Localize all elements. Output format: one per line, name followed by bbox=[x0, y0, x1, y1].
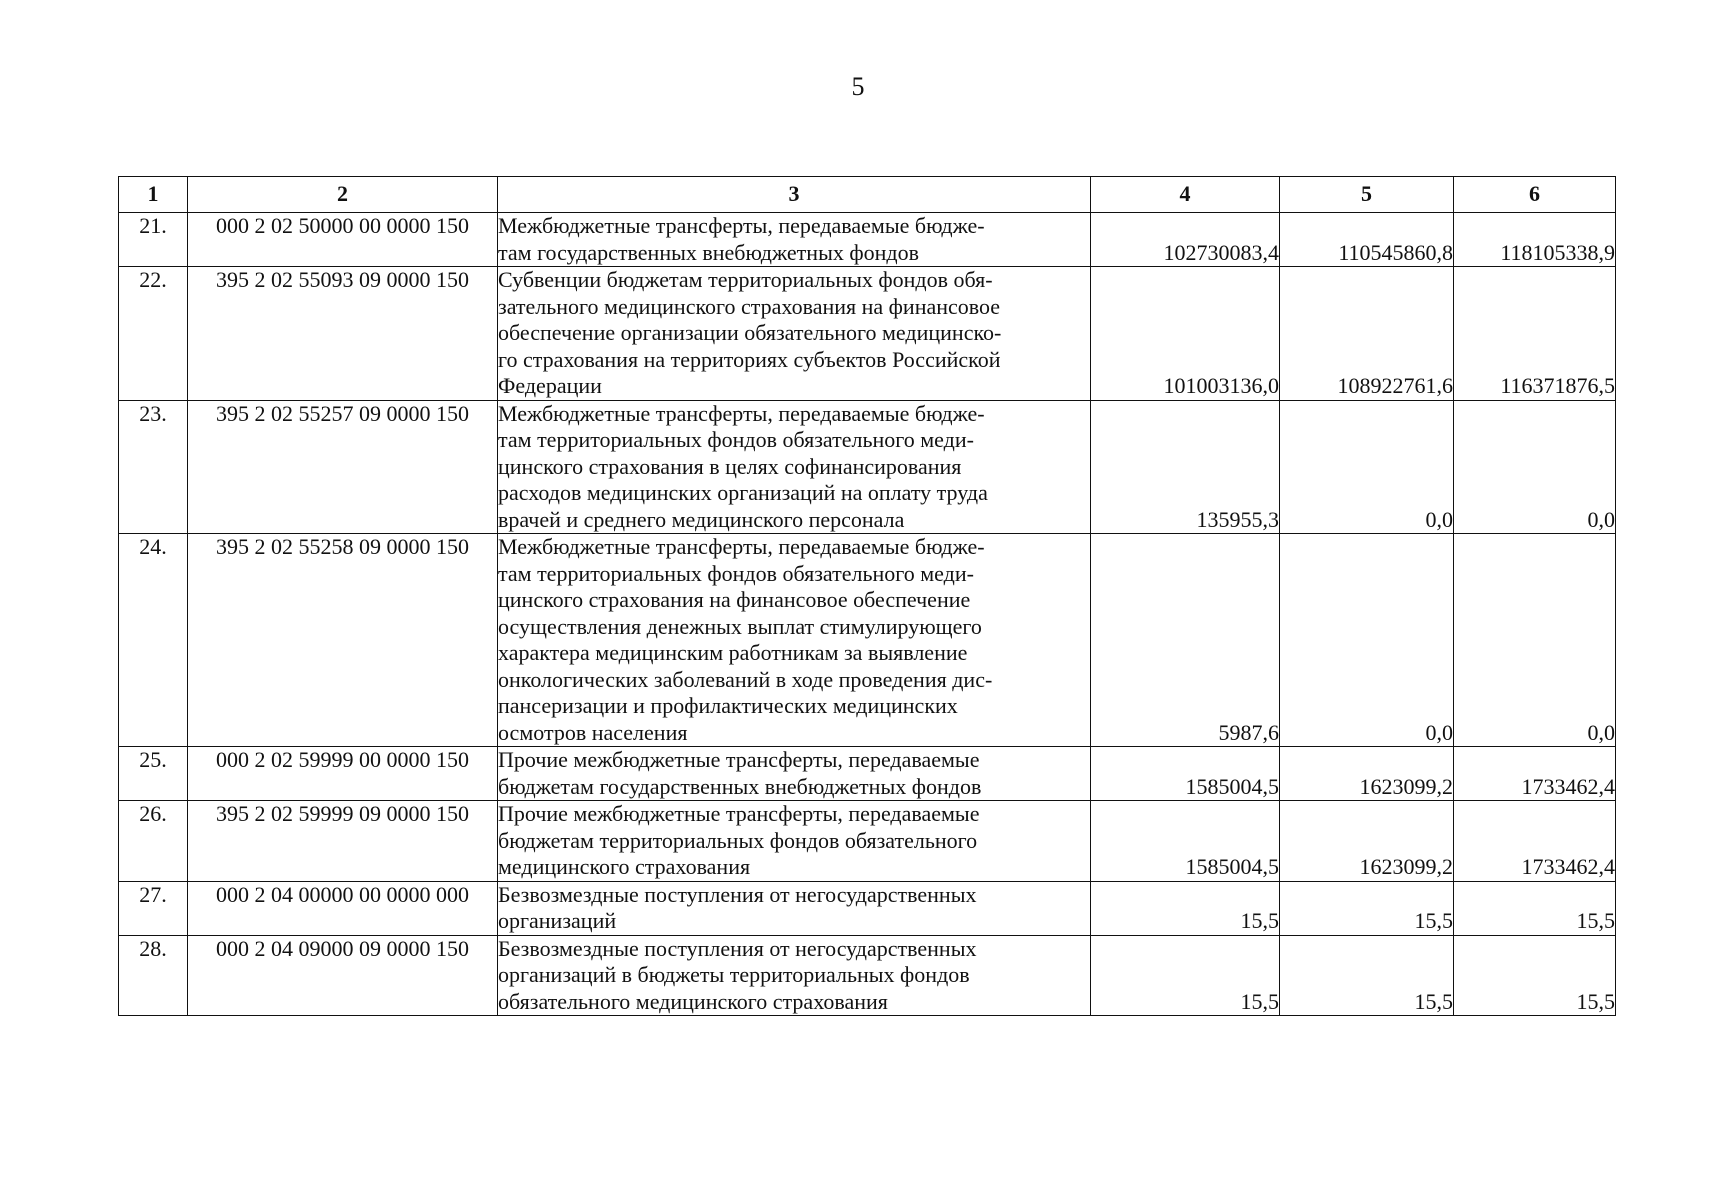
row-number: 24. bbox=[119, 534, 188, 747]
column-header-2: 2 bbox=[188, 177, 498, 213]
value-col-6: 1733462,4 bbox=[1454, 801, 1616, 882]
revenue-name: Межбюджетные трансферты, передаваемые бюдже- там территориальных фондов обязательного меди- цинского страхования в целях софинансирования расходов медицинских организаций на оплату труда врачей и среднего медицинского персонала bbox=[498, 400, 1091, 534]
table-row bbox=[119, 801, 1616, 882]
value-col-6: 1733462,4 bbox=[1454, 747, 1616, 801]
column-header-1: 1 bbox=[119, 177, 188, 213]
value-col-4: 102730083,4 bbox=[1091, 213, 1280, 267]
page-number: 5 bbox=[851, 72, 865, 101]
revenue-name: Субвенции бюджетам территориальных фондов обя- зательного медицинского страхования на финансовое обеспечение организации обязательного медицинско- го страхования на территориях субъектов Российской Федерации bbox=[498, 267, 1091, 401]
table-row bbox=[119, 213, 1616, 267]
revenue-name: Межбюджетные трансферты, передаваемые бюдже- там территориальных фондов обязательного меди- цинского страхования на финансовое обеспечение осуществления денежных выплат стимулирующего характера медицинским работникам за выявление онкологических заболеваний в ходе проведения дис- пансеризации и профилактических медицинских осмотров населения bbox=[498, 534, 1091, 747]
revenue-name: Прочие межбюджетные трансферты, передаваемые бюджетам территориальных фондов обязательного медицинского страхования bbox=[498, 801, 1091, 882]
value-col-5: 0,0 bbox=[1280, 534, 1454, 747]
value-col-5: 1623099,2 bbox=[1280, 747, 1454, 801]
value-col-5: 15,5 bbox=[1280, 935, 1454, 1016]
table-row bbox=[119, 267, 1616, 401]
column-header-3: 3 bbox=[498, 177, 1091, 213]
column-header-4: 4 bbox=[1091, 177, 1280, 213]
budget-code: 000 2 02 50000 00 0000 150 bbox=[188, 213, 498, 267]
value-col-6: 15,5 bbox=[1454, 881, 1616, 935]
table-row bbox=[119, 400, 1616, 534]
table-row bbox=[119, 747, 1616, 801]
revenue-name: Прочие межбюджетные трансферты, передаваемые бюджетам государственных внебюджетных фондов bbox=[498, 747, 1091, 801]
value-col-5: 108922761,6 bbox=[1280, 267, 1454, 401]
value-col-5: 15,5 bbox=[1280, 881, 1454, 935]
value-col-4: 1585004,5 bbox=[1091, 747, 1280, 801]
row-number: 25. bbox=[119, 747, 188, 801]
revenue-name: Безвозмездные поступления от негосударственных организаций bbox=[498, 881, 1091, 935]
row-number: 28. bbox=[119, 935, 188, 1016]
value-col-6: 0,0 bbox=[1454, 534, 1616, 747]
row-number: 22. bbox=[119, 267, 188, 401]
table-row bbox=[119, 534, 1616, 747]
budget-code: 395 2 02 59999 09 0000 150 bbox=[188, 801, 498, 882]
row-number: 21. bbox=[119, 213, 188, 267]
budget-code: 395 2 02 55257 09 0000 150 bbox=[188, 400, 498, 534]
budget-code: 000 2 02 59999 00 0000 150 bbox=[188, 747, 498, 801]
table-header-row bbox=[119, 177, 1616, 213]
value-col-5: 110545860,8 bbox=[1280, 213, 1454, 267]
row-number: 26. bbox=[119, 801, 188, 882]
value-col-5: 0,0 bbox=[1280, 400, 1454, 534]
revenue-name: Безвозмездные поступления от негосударственных организаций в бюджеты территориальных фондов обязательного медицинского страхования bbox=[498, 935, 1091, 1016]
table-row bbox=[119, 935, 1616, 1016]
column-header-6: 6 bbox=[1454, 177, 1616, 213]
value-col-6: 116371876,5 bbox=[1454, 267, 1616, 401]
budget-code: 000 2 04 09000 09 0000 150 bbox=[188, 935, 498, 1016]
table-row bbox=[119, 881, 1616, 935]
value-col-6: 0,0 bbox=[1454, 400, 1616, 534]
value-col-4: 101003136,0 bbox=[1091, 267, 1280, 401]
budget-table bbox=[118, 176, 1616, 1016]
budget-code: 395 2 02 55093 09 0000 150 bbox=[188, 267, 498, 401]
value-col-4: 135955,3 bbox=[1091, 400, 1280, 534]
budget-code: 395 2 02 55258 09 0000 150 bbox=[188, 534, 498, 747]
value-col-4: 5987,6 bbox=[1091, 534, 1280, 747]
value-col-6: 118105338,9 bbox=[1454, 213, 1616, 267]
value-col-4: 1585004,5 bbox=[1091, 801, 1280, 882]
row-number: 27. bbox=[119, 881, 188, 935]
value-col-5: 1623099,2 bbox=[1280, 801, 1454, 882]
value-col-4: 15,5 bbox=[1091, 881, 1280, 935]
budget-code: 000 2 04 00000 00 0000 000 bbox=[188, 881, 498, 935]
revenue-name: Межбюджетные трансферты, передаваемые бюдже- там государственных внебюджетных фондов bbox=[498, 213, 1091, 267]
value-col-4: 15,5 bbox=[1091, 935, 1280, 1016]
value-col-6: 15,5 bbox=[1454, 935, 1616, 1016]
column-header-5: 5 bbox=[1280, 177, 1454, 213]
row-number: 23. bbox=[119, 400, 188, 534]
